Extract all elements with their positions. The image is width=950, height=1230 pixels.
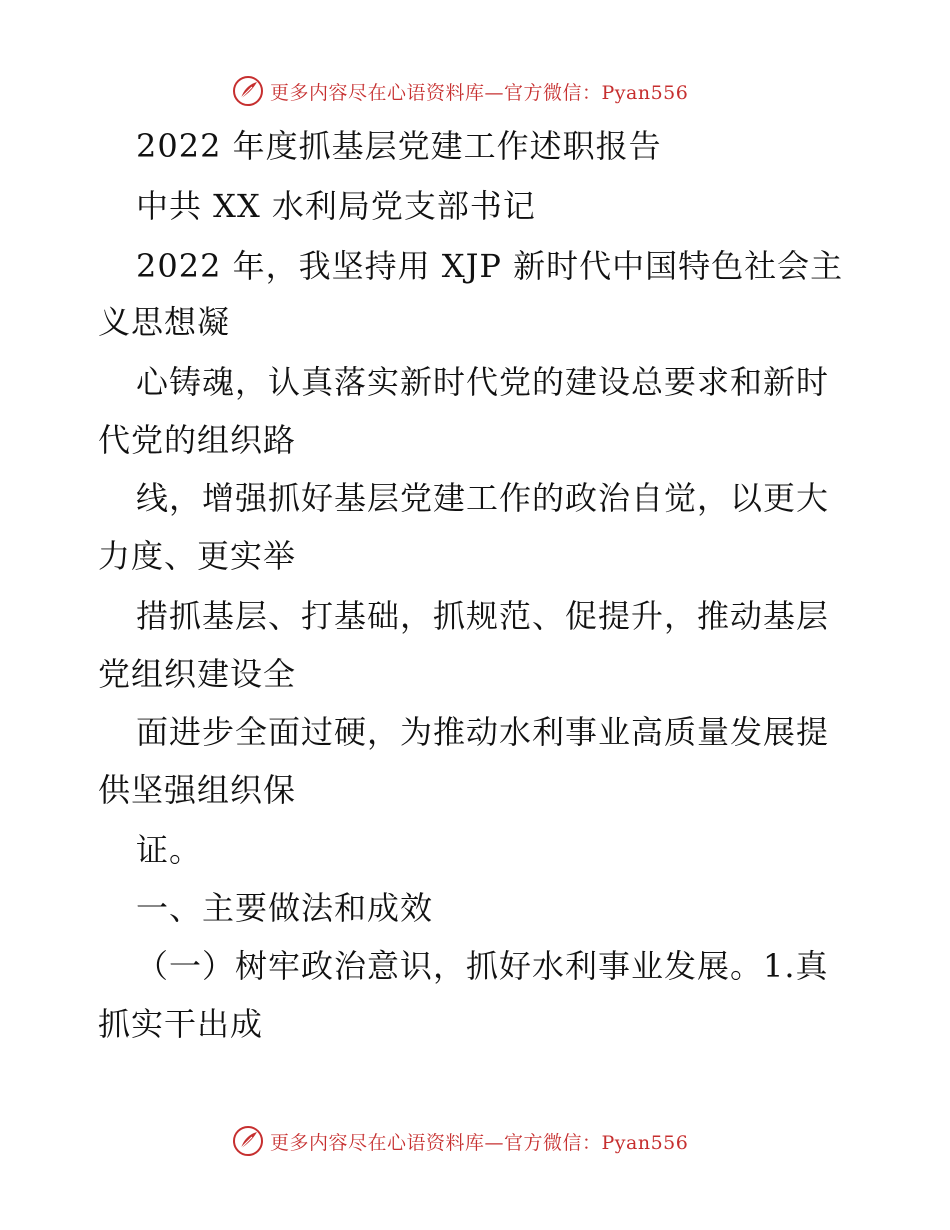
report-title: 2022 年度抓基层党建工作述职报告 — [136, 127, 662, 165]
paragraph-line: 2022 年，我坚持用 XJP 新时代中国特色社会主 — [136, 247, 844, 285]
watermark-text: 更多内容尽在心语资料库—官方微信：Pyan556 — [270, 1131, 689, 1154]
paragraph-line: 抓实干出成 — [98, 1005, 264, 1043]
paragraph-line: 面进步全面过硬，为推动水利事业高质量发展提 — [136, 713, 830, 751]
paragraph-line: 供坚强组织保 — [98, 771, 297, 809]
paragraph-line: 措抓基层、打基础，抓规范、促提升，推动基层 — [136, 597, 830, 635]
paragraph-line: 义思想凝 — [98, 303, 231, 341]
watermark-text: 更多内容尽在心语资料库—官方微信：Pyan556 — [270, 81, 689, 104]
paragraph-line: 代党的组织路 — [98, 421, 297, 459]
author-line: 中共 XX 水利局党支部书记 — [136, 187, 536, 225]
paragraph-line: 心铸魂，认真落实新时代党的建设总要求和新时 — [136, 363, 830, 401]
feather-pen-logo-icon — [232, 75, 264, 107]
footer-watermark — [232, 1124, 688, 1158]
subsection-heading: （一）树牢政治意识，抓好水利事业发展。1.真 — [136, 947, 829, 985]
paragraph-line: 党组织建设全 — [98, 655, 297, 693]
paragraph-line: 证。 — [136, 831, 203, 869]
feather-pen-logo-icon — [232, 1125, 264, 1157]
paragraph-line: 线，增强抓好基层党建工作的政治自觉，以更大 — [136, 479, 830, 517]
paragraph-line: 力度、更实举 — [98, 537, 297, 575]
section-heading: 一、主要做法和成效 — [136, 889, 434, 927]
header-watermark — [232, 74, 688, 108]
